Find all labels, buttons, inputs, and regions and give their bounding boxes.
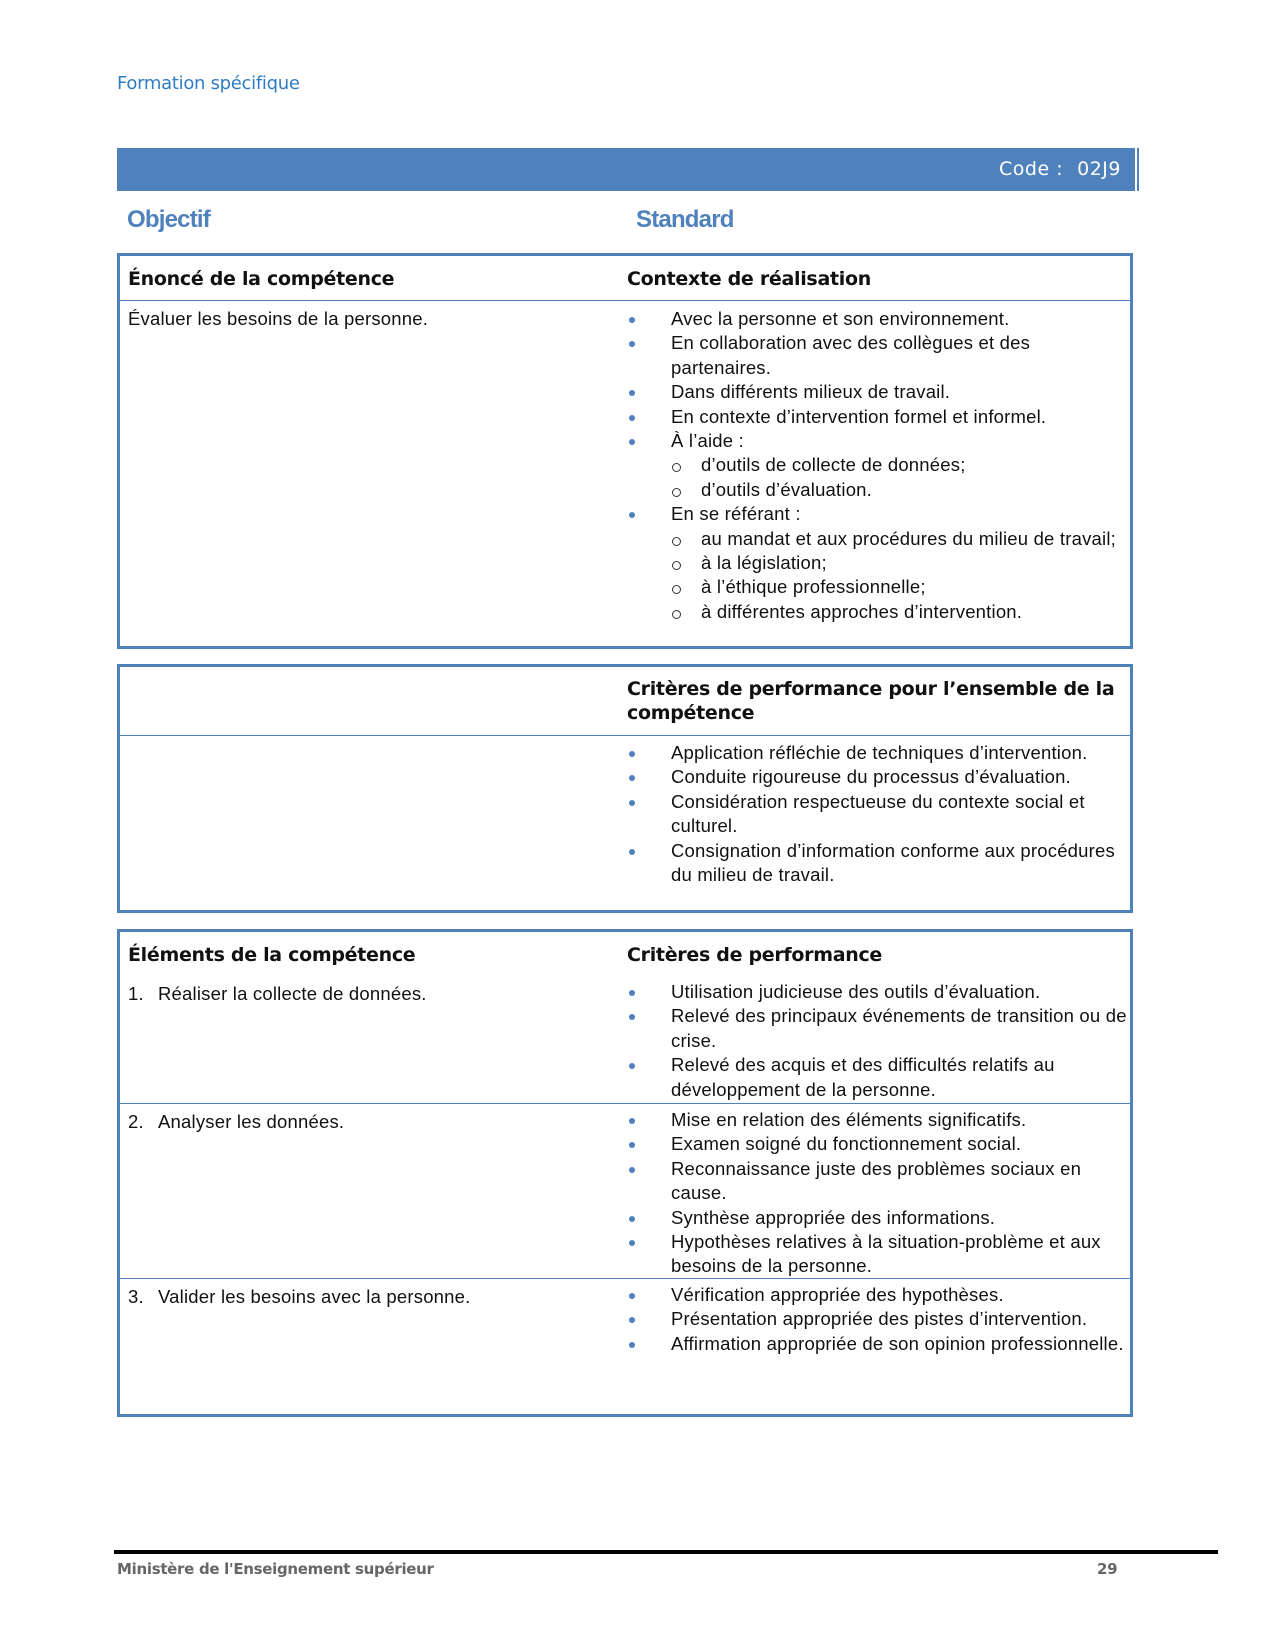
list-item: Mise en relation des éléments significatifs.	[627, 1108, 1127, 1132]
element-number: 2.	[128, 1111, 144, 1132]
table-row	[120, 976, 1130, 1103]
list-item: Examen soigné du fonctionnement social.	[627, 1132, 1127, 1156]
table-header-row	[120, 932, 1130, 976]
list-item: Reconnaissance juste des problèmes sociaux en cause.	[627, 1157, 1127, 1206]
contexte-list	[627, 307, 1127, 624]
code-value: 02J9	[1077, 158, 1121, 180]
table-elements-criteres	[117, 929, 1133, 1417]
list-item: Relevé des acquis et des difficultés relatifs au développement de la personne.	[627, 1053, 1127, 1102]
heading-standard: Standard	[636, 206, 734, 233]
code-label-group	[985, 158, 1121, 180]
table-row	[120, 1103, 1130, 1278]
element-text: Valider les besoins avec la personne.	[158, 1286, 471, 1307]
element-text: Analyser les données.	[158, 1111, 345, 1132]
sub-list-item: à l’éthique professionnelle;	[627, 575, 1127, 599]
sub-list-item: à différentes approches d’intervention.	[627, 600, 1127, 624]
criteres-list	[627, 980, 1127, 1102]
table-header-row	[120, 256, 1130, 300]
sub-list-item: d’outils de collecte de données;	[627, 453, 1127, 477]
list-item: Conduite rigoureuse du processus d’évaluation.	[627, 765, 1127, 789]
header-enonce: Énoncé de la compétence	[128, 268, 395, 290]
list-item: Utilisation judicieuse des outils d’évaluation.	[627, 980, 1127, 1004]
header-criteres: Critères de performance	[627, 944, 883, 966]
list-item: Relevé des principaux événements de transition ou de crise.	[627, 1004, 1127, 1053]
table-row	[120, 1278, 1130, 1407]
table-enonce-contexte	[117, 253, 1133, 649]
list-item: Considération respectueuse du contexte social et culturel.	[627, 790, 1127, 839]
list-item: Présentation appropriée des pistes d’intervention.	[627, 1307, 1127, 1331]
list-item: Hypothèses relatives à la situation-problème et aux besoins de la personne.	[627, 1230, 1127, 1279]
heading-objectif: Objectif	[127, 206, 210, 233]
element-text: Réaliser la collecte de données.	[158, 983, 427, 1004]
table-criteres-ensemble	[117, 664, 1133, 913]
header-elements: Éléments de la compétence	[128, 944, 416, 966]
list-item: En se référant :	[627, 502, 1127, 526]
list-item: Affirmation appropriée de son opinion professionnelle.	[627, 1332, 1127, 1356]
criteres-list	[627, 1108, 1127, 1279]
sub-list-item: au mandat et aux procédures du milieu de travail;	[627, 527, 1127, 551]
criteres-ensemble-list	[627, 741, 1127, 887]
sub-list-item: à la législation;	[627, 551, 1127, 575]
element-item	[128, 1110, 618, 1134]
list-item: En contexte d’intervention formel et informel.	[627, 405, 1127, 429]
criteres-list	[627, 1283, 1127, 1356]
list-item: Consignation d’information conforme aux procédures du milieu de travail.	[627, 839, 1127, 888]
list-item: Synthèse appropriée des informations.	[627, 1206, 1127, 1230]
list-item: Avec la personne et son environnement.	[627, 307, 1127, 331]
code-label: Code :	[999, 158, 1064, 180]
list-item: Dans différents milieux de travail.	[627, 380, 1127, 404]
header-criteres-ensemble: Critères de performance pour l’ensemble de la compétence	[627, 678, 1115, 724]
element-number: 3.	[128, 1286, 144, 1307]
code-bar	[117, 148, 1137, 191]
element-number: 1.	[128, 983, 144, 1004]
page-number: 29	[1097, 1560, 1118, 1578]
footer-publisher: Ministère de l'Enseignement supérieur	[117, 1560, 434, 1578]
header-contexte: Contexte de réalisation	[627, 268, 871, 290]
footer-rule	[114, 1550, 1218, 1554]
table-row	[120, 300, 1130, 641]
element-item	[128, 1285, 618, 1309]
list-item: Vérification appropriée des hypothèses.	[627, 1283, 1127, 1307]
table-row	[120, 735, 1130, 911]
list-item: À l’aide :	[627, 429, 1127, 453]
list-item: En collaboration avec des collègues et des partenaires.	[627, 331, 1127, 380]
element-item	[128, 982, 618, 1006]
running-header: Formation spécifique	[117, 73, 300, 94]
enonce-text: Évaluer les besoins de la personne.	[128, 308, 429, 329]
list-item: Application réfléchie de techniques d’intervention.	[627, 741, 1127, 765]
table-header-row	[120, 667, 1130, 735]
sub-list-item: d’outils d’évaluation.	[627, 478, 1127, 502]
